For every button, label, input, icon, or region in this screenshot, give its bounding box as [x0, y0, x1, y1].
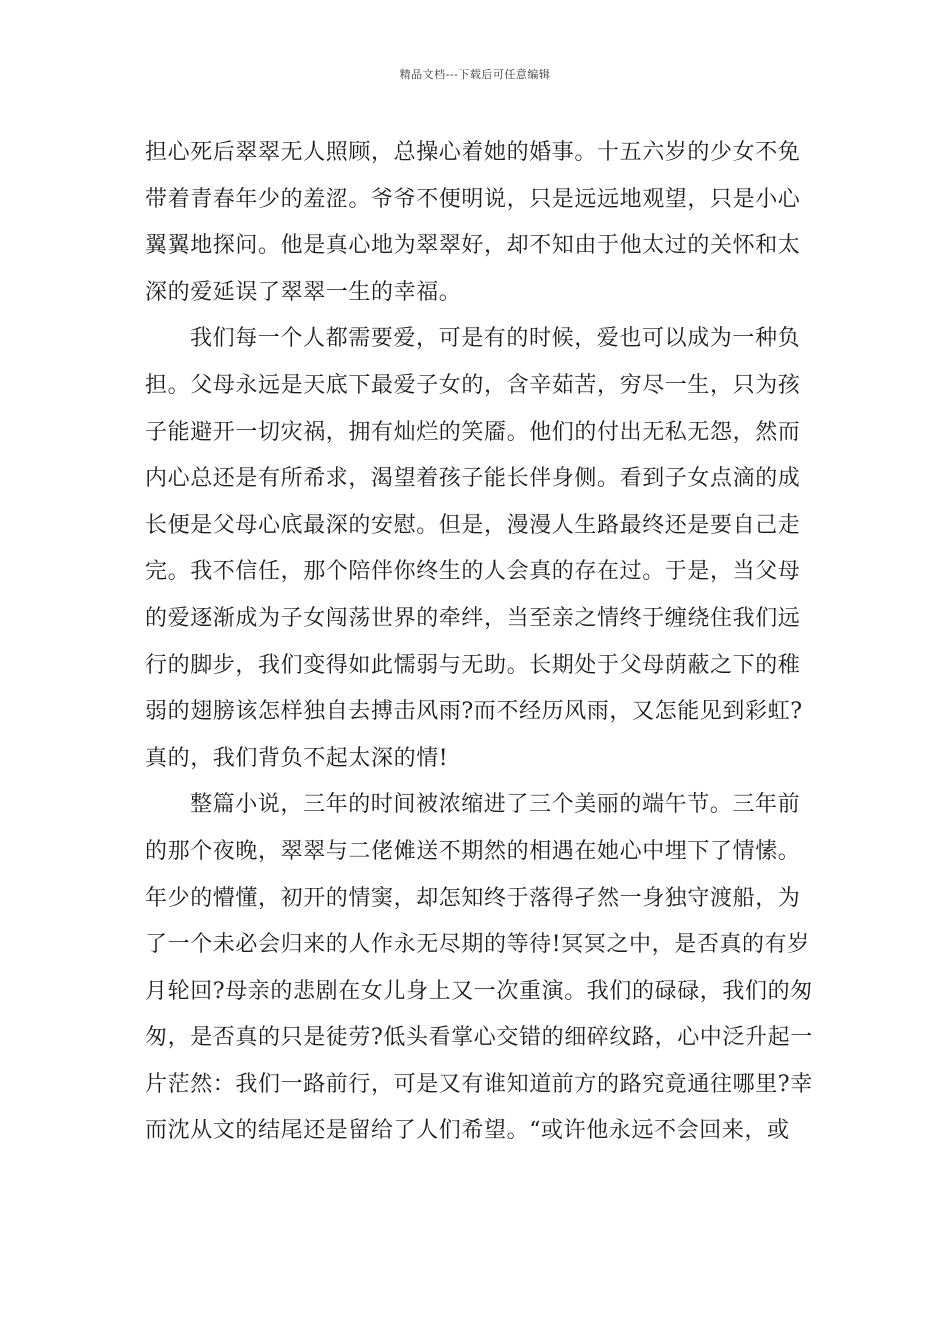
paragraph	[145, 316, 805, 782]
text-line: 担心死后翠翠无人照顾，总操心着她的婚事。十五六岁的少女不免	[145, 140, 801, 165]
text-line: 了一个未必会归来的人作永无尽期的等待!冥冥之中，是否真的有岁	[145, 932, 810, 958]
document-body	[145, 130, 813, 1155]
text-line: 担。父母永远是天底下最爱子女的，含辛茹苦，穷尽一生，只为孩	[145, 372, 801, 398]
text-line: 的爱逐渐成为子女闯荡世界的牵绊，当至亲之情终于缠绕住我们远	[145, 605, 801, 631]
text-line: 的那个夜晚，翠翠与二佬傩送不期然的相遇在她心中埋下了情愫。	[145, 838, 801, 864]
text-line: 深的爱延误了翠翠一生的幸福。	[145, 279, 462, 305]
text-line: 片茫然：我们一路前行，可是又有谁知道前方的路究竟通往哪里?幸	[145, 1071, 813, 1097]
text-line: 完。我不信任，那个陪伴你终生的人会真的存在过。于是，当父母	[145, 559, 801, 585]
paragraph	[145, 782, 813, 1155]
text-line: 子能避开一切灾祸，拥有灿烂的笑靥。他们的付出无私无怨，然而	[145, 419, 801, 445]
text-line: 整篇小说，三年的时间被浓缩进了三个美丽的端午节。三年前	[190, 792, 801, 818]
paragraph	[145, 130, 805, 316]
text-line: 匆，是否真的只是徒劳?低头看掌心交错的细碎纹路，心中泛升起一	[145, 1025, 813, 1051]
text-line: 行的脚步，我们变得如此懦弱与无助。长期处于父母荫蔽之下的稚	[145, 652, 801, 678]
text-line: 长便是父母心底最深的安慰。但是，漫漫人生路最终还是要自己走	[145, 512, 801, 538]
text-line: 而沈从文的结尾还是留给了人们希望。“或许他永远不会回来，或	[145, 1118, 790, 1144]
page-header: 精品文档---下载后可任意编辑	[399, 68, 551, 81]
text-line: 带着青春年少的羞涩。爷爷不便明说，只是远远地观望，只是小心	[145, 186, 801, 212]
text-line: 弱的翅膀该怎样独自去搏击风雨?而不经历风雨，又怎能见到彩虹?	[145, 699, 803, 725]
text-line: 真的，我们背负不起太深的情!	[145, 745, 449, 771]
text-line: 翼翼地探问。他是真心地为翠翠好，却不知由于他太过的关怀和太	[145, 233, 801, 259]
text-line: 月轮回?母亲的悲剧在女儿身上又一次重演。我们的碌碌，我们的匆	[145, 978, 813, 1004]
text-line: 年少的懵懂，初开的情窦，却怎知终于落得孑然一身独守渡船，为	[145, 885, 801, 911]
text-line: 内心总还是有所希求，渴望着孩子能长伴身侧。看到子女点滴的成	[145, 466, 801, 492]
text-line: 我们每一个人都需要爱，可是有的时候，爱也可以成为一种负	[190, 326, 801, 352]
